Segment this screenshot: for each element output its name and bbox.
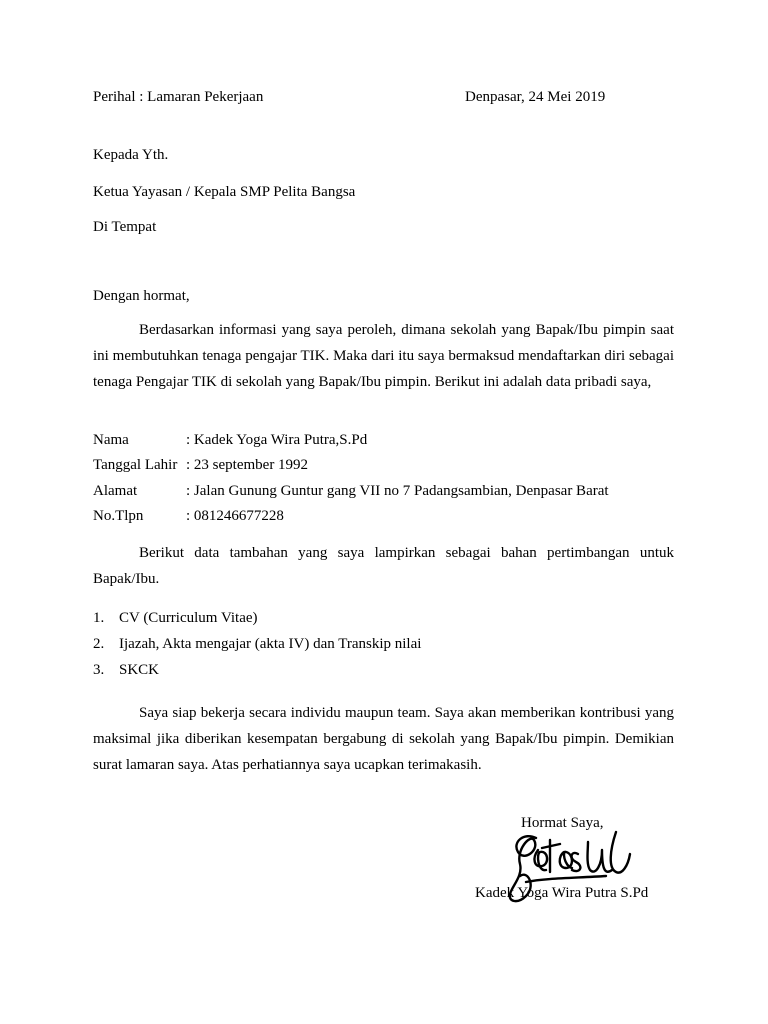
attachments-paragraph: Berikut data tambahan yang saya lampirkan sebagai bahan pertimbangan untuk Bapak/Ibu. <box>93 545 674 587</box>
intro-paragraph: Berdasarkan informasi yang saya peroleh, dimana sekolah yang Bapak/Ibu pimpin saat ini membutuhkan tenaga pengajar TIK. Maka dari itu saya bermaksud mendaftarkan diri sebagai tenaga Pengajar TIK di sekolah yang Bapak/Ibu pimpin. Berikut ini adalah data pribadi saya, <box>93 322 674 390</box>
field-value: : Jalan Gunung Guntur gang VII no 7 Padangsambian, Denpasar Barat <box>186 483 609 499</box>
recipient-location: Di Tempat <box>93 219 157 235</box>
personal-data-row <box>93 507 693 529</box>
field-label: Tanggal Lahir <box>93 457 178 473</box>
personal-data-row <box>93 431 693 453</box>
field-value: : 23 september 1992 <box>186 457 309 473</box>
recipient-salutation: Kepada Yth. <box>93 147 169 163</box>
signoff-closing: Hormat Saya, <box>521 815 604 831</box>
list-text: Ijazah, Akta mengajar (akta IV) dan Transkip nilai <box>119 636 422 652</box>
field-label: No.Tlpn <box>93 508 144 524</box>
greeting: Dengan hormat, <box>93 288 190 304</box>
field-value: : 081246677228 <box>186 508 284 524</box>
list-text: CV (Curriculum Vitae) <box>119 610 258 626</box>
list-number: 3. <box>93 662 105 678</box>
letter-place-date: Denpasar, 24 Mei 2019 <box>465 89 606 105</box>
closing-paragraph: Saya siap bekerja secara individu maupun team. Saya akan memberikan kontribusi yang maksimal jika diberikan kesempatan bergabung di sekolah yang Bapak/Ibu pimpin. Demikian surat lamaran saya. Atas perhatiannya saya ucapkan terimakasih. <box>93 705 674 773</box>
letter-subject: Perihal : Lamaran Pekerjaan <box>93 89 264 105</box>
recipient-name: Ketua Yayasan / Kepala SMP Pelita Bangsa <box>93 184 356 200</box>
field-label: Alamat <box>93 483 138 499</box>
field-value: : Kadek Yoga Wira Putra,S.Pd <box>186 432 368 448</box>
list-text: SKCK <box>119 662 160 678</box>
personal-data-row <box>93 456 693 478</box>
field-label: Nama <box>93 432 129 448</box>
list-number: 1. <box>93 610 105 626</box>
list-number: 2. <box>93 636 105 652</box>
personal-data-row <box>93 482 693 504</box>
signoff-name: Kadek Yoga Wira Putra S.Pd <box>475 885 649 901</box>
